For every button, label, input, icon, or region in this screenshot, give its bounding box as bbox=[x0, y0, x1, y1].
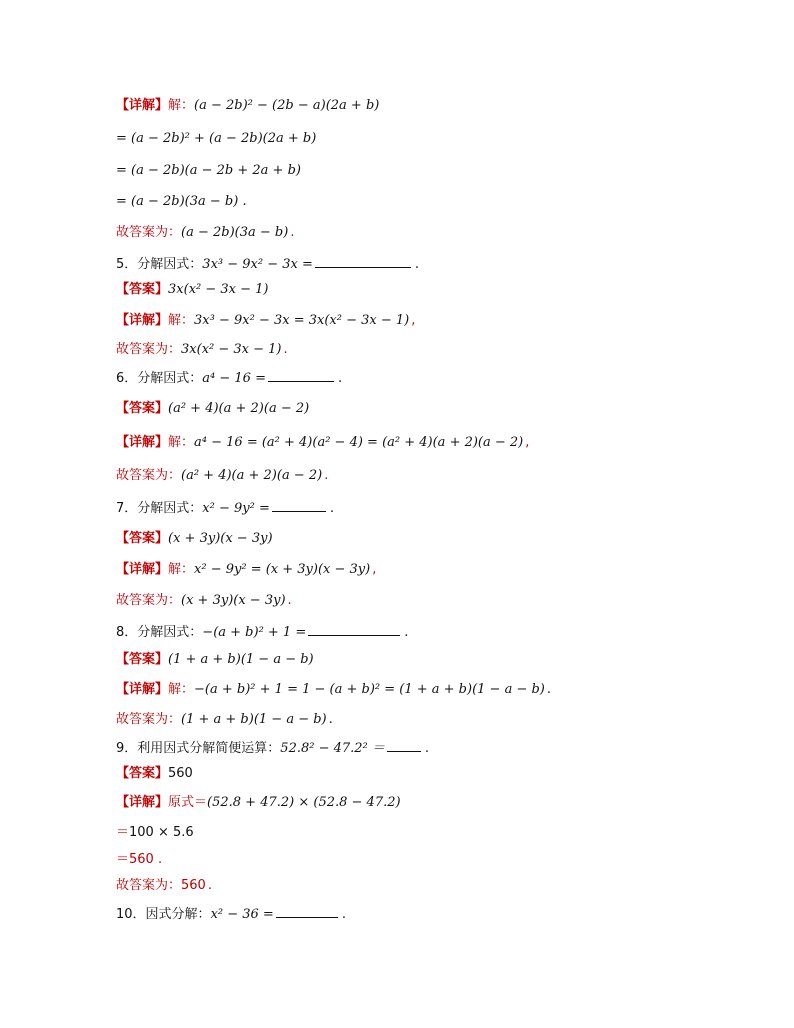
math-expression: (52.8 + 47.2) × (52.8 − 47.2) bbox=[207, 795, 401, 810]
detail-tag: 【详解】 bbox=[116, 682, 169, 697]
punctuation: , bbox=[411, 313, 416, 328]
solution-label: 解： bbox=[168, 313, 195, 328]
question-text: 分解因式： bbox=[137, 371, 203, 386]
question-6 bbox=[116, 369, 342, 388]
question-number: 10． bbox=[116, 907, 146, 922]
solution-label: 原式＝ bbox=[168, 795, 208, 810]
answer-line bbox=[116, 281, 269, 299]
math-expression: (1 + a + b)(1 − a − b) bbox=[181, 712, 327, 727]
equals-sign: ＝ bbox=[116, 852, 130, 867]
question-9 bbox=[116, 739, 429, 758]
math-expression: (a² + 4)(a + 2)(a − 2) bbox=[181, 468, 323, 483]
detail-line bbox=[116, 97, 379, 115]
final-answer-line bbox=[116, 341, 288, 359]
math-expression: −(a + b)² + 1 = bbox=[202, 625, 307, 640]
derivation-step bbox=[116, 162, 301, 180]
math-expression: 3x³ − 9x² − 3x = bbox=[202, 257, 313, 272]
math-expression: 560 . bbox=[129, 852, 163, 867]
final-answer-label: 故答案为： bbox=[116, 712, 182, 727]
answer-line bbox=[116, 530, 273, 548]
question-5 bbox=[116, 255, 419, 274]
math-expression: = (a − 2b)(3a − b) . bbox=[116, 194, 247, 209]
math-expression: (a − 2b)(3a − b) bbox=[181, 225, 289, 240]
detail-tag: 【详解】 bbox=[116, 435, 169, 450]
question-text: 分解因式： bbox=[137, 501, 203, 516]
solution-label: 解： bbox=[168, 98, 195, 113]
detail-line bbox=[116, 794, 401, 812]
derivation-step bbox=[116, 851, 162, 869]
derivation-step bbox=[116, 824, 194, 842]
punctuation: . bbox=[329, 501, 334, 516]
answer-value: 560 bbox=[168, 766, 193, 781]
math-expression: a⁴ − 16 = (a² + 4)(a² − 4) = (a² + 4)(a + 2)(a − 2) bbox=[194, 435, 524, 450]
answer-tag: 【答案】 bbox=[116, 766, 169, 781]
detail-line bbox=[116, 434, 529, 452]
final-answer-line bbox=[116, 224, 294, 242]
math-expression: x² − 9y² = bbox=[202, 501, 270, 516]
question-text: 分解因式： bbox=[137, 625, 203, 640]
punctuation: , bbox=[372, 562, 377, 577]
final-answer-line bbox=[116, 467, 328, 485]
final-answer-line bbox=[116, 711, 333, 729]
punctuation: . bbox=[404, 625, 409, 640]
answer-tag: 【答案】 bbox=[116, 531, 169, 546]
punctuation: . bbox=[414, 257, 420, 272]
answer-blank bbox=[272, 499, 326, 512]
final-answer-line bbox=[116, 877, 212, 895]
solution-label: 解： bbox=[168, 682, 195, 697]
math-expression: = (a − 2b)(a − 2b + 2a + b) bbox=[116, 163, 301, 178]
math-expression: 3x(x² − 3x − 1) bbox=[168, 282, 269, 297]
final-answer-label: 故答案为： bbox=[116, 342, 182, 357]
final-answer-line bbox=[116, 592, 292, 610]
solution-label: 解： bbox=[168, 562, 195, 577]
math-expression: x² − 36 = bbox=[210, 907, 274, 922]
answer-blank bbox=[387, 739, 421, 752]
answer-blank bbox=[308, 623, 400, 636]
math-expression: 100 × 5.6 bbox=[129, 825, 194, 840]
math-expression: (a − 2b)² − (2b − a)(2a + b) bbox=[194, 98, 380, 113]
question-text: 因式分解： bbox=[145, 907, 211, 922]
punctuation: . bbox=[424, 741, 430, 756]
math-expression: 3x³ − 9x² − 3x = 3x(x² − 3x − 1) bbox=[194, 313, 410, 328]
detail-tag: 【详解】 bbox=[116, 795, 169, 810]
detail-tag: 【详解】 bbox=[116, 562, 169, 577]
punctuation: . bbox=[328, 712, 333, 727]
math-expression: x² − 9y² = (x + 3y)(x − 3y) bbox=[194, 562, 371, 577]
math-expression: (x + 3y)(x − 3y) bbox=[168, 531, 273, 546]
question-text: 利用因式分解简便运算： bbox=[137, 741, 281, 756]
punctuation: . bbox=[207, 878, 212, 893]
punctuation: . bbox=[341, 907, 346, 922]
answer-line bbox=[116, 651, 314, 669]
answer-tag: 【答案】 bbox=[116, 401, 169, 416]
answer-line bbox=[116, 400, 309, 418]
answer-tag: 【答案】 bbox=[116, 652, 169, 667]
detail-line bbox=[116, 681, 551, 699]
final-answer-label: 故答案为： bbox=[116, 225, 182, 240]
detail-line bbox=[116, 561, 376, 579]
final-answer-label: 故答案为： bbox=[116, 468, 182, 483]
punctuation: . bbox=[287, 593, 292, 608]
math-expression: = (a − 2b)² + (a − 2b)(2a + b) bbox=[116, 131, 317, 146]
punctuation: . bbox=[290, 225, 295, 240]
punctuation: . bbox=[546, 682, 552, 697]
question-number: 9． bbox=[116, 741, 138, 756]
math-expression: (x + 3y)(x − 3y) bbox=[181, 593, 286, 608]
punctuation: , bbox=[525, 435, 530, 450]
punctuation: . bbox=[337, 371, 343, 386]
answer-blank bbox=[315, 255, 411, 268]
answer-blank bbox=[276, 905, 338, 918]
question-7 bbox=[116, 499, 334, 518]
answer-blank bbox=[268, 369, 334, 382]
equals-sign: ＝ bbox=[116, 825, 130, 840]
solution-label: 解： bbox=[168, 435, 195, 450]
question-10 bbox=[116, 905, 346, 924]
question-number: 6． bbox=[116, 371, 138, 386]
detail-line bbox=[116, 312, 415, 330]
derivation-step bbox=[116, 193, 247, 211]
math-expression: a⁴ − 16 = bbox=[202, 371, 266, 386]
math-expression: 560 bbox=[181, 878, 206, 893]
detail-tag: 【详解】 bbox=[116, 98, 169, 113]
question-number: 5． bbox=[116, 257, 138, 272]
question-number: 8． bbox=[116, 625, 138, 640]
math-expression: −(a + b)² + 1 = 1 − (a + b)² = (1 + a + b)(1 − a − b) bbox=[194, 682, 545, 697]
final-answer-label: 故答案为： bbox=[116, 593, 182, 608]
math-expression: (1 + a + b)(1 − a − b) bbox=[168, 652, 314, 667]
question-text: 分解因式： bbox=[137, 257, 203, 272]
answer-line bbox=[116, 765, 193, 783]
math-expression: (a² + 4)(a + 2)(a − 2) bbox=[168, 401, 310, 416]
derivation-step bbox=[116, 130, 316, 148]
question-number: 7． bbox=[116, 501, 138, 516]
punctuation: . bbox=[324, 468, 329, 483]
question-8 bbox=[116, 623, 408, 642]
answer-tag: 【答案】 bbox=[116, 282, 169, 297]
math-expression: 3x(x² − 3x − 1) bbox=[181, 342, 282, 357]
final-answer-label: 故答案为： bbox=[116, 878, 182, 893]
punctuation: . bbox=[283, 342, 288, 357]
detail-tag: 【详解】 bbox=[116, 313, 169, 328]
math-expression: 52.8² − 47.2² ＝ bbox=[280, 741, 385, 756]
